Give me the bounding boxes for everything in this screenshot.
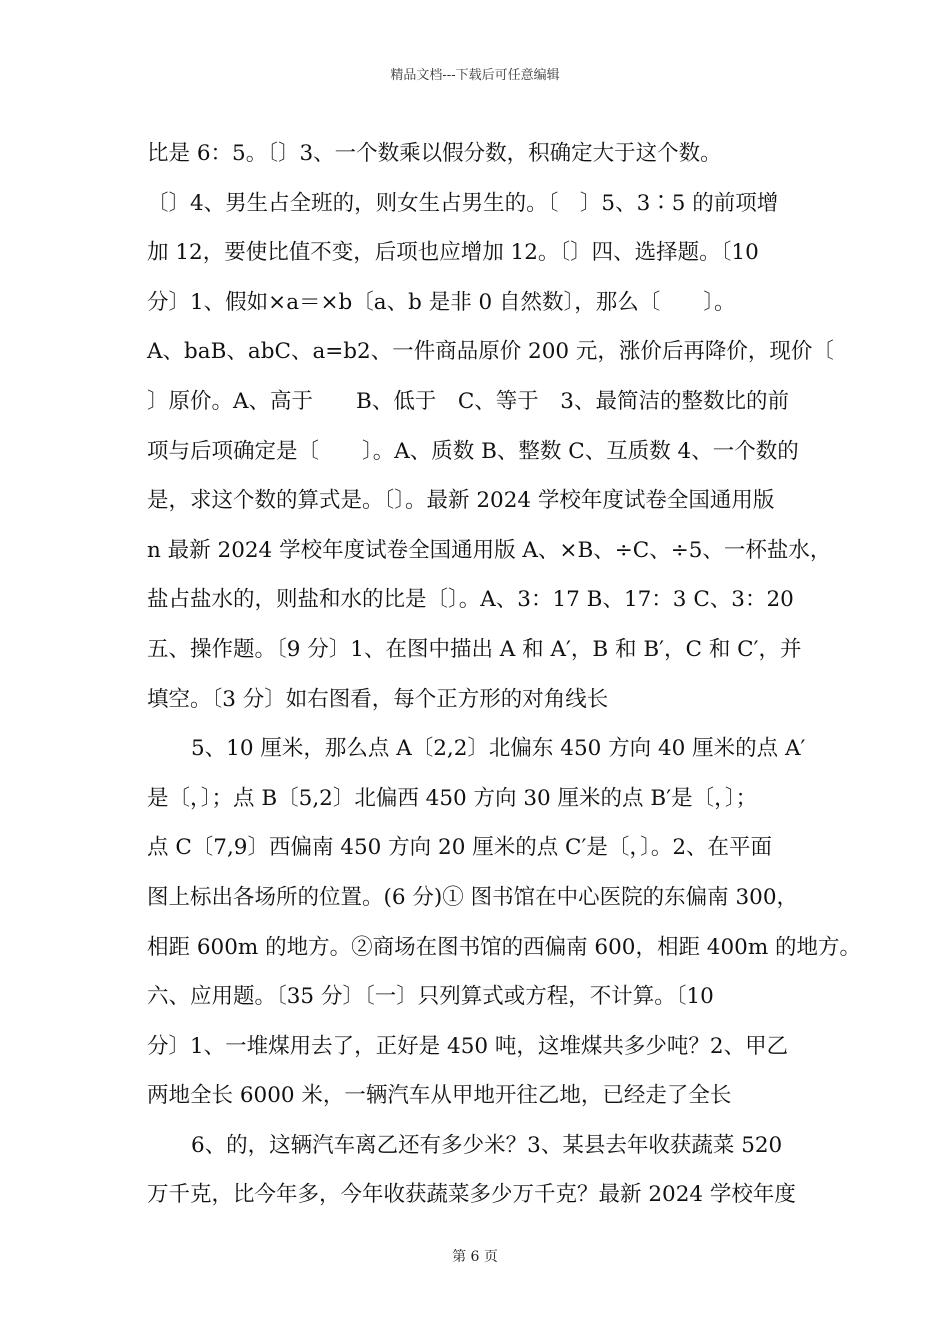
text-line: 分〕1、一堆煤用去了，正好是 450 吨，这堆煤共多少吨？2、甲乙 — [147, 1033, 789, 1059]
text-line: 点 C〔7,9〕西偏南 450 方向 20 厘米的点 C′是〔，〕。2、在平面 — [147, 835, 773, 861]
text-line: 相距 600m 的地方。②商场在图书馆的西偏南 600，相距 400m 的地方。 — [147, 934, 862, 960]
text-line: 5、10 厘米，那么点 A〔2,2〕北偏东 450 方向 40 厘米的点 A′ — [191, 736, 806, 762]
text-line: 万千克，比今年多，今年收获蔬菜多少万千克？最新 2024 学校年度 — [147, 1182, 796, 1208]
page-number: 第 6 页 — [452, 1249, 498, 1265]
document-body — [147, 129, 862, 1220]
text-line: 〔〕4、男生占全班的，则女生占男生的。〔 〕5、3∶5 的前项增 — [147, 190, 779, 216]
text-line: 盐占盐水的，则盐和水的比是〔〕。A、3：17 B、17：3 C、3：20 — [147, 587, 794, 613]
text-line: 六、应用题。〔35 分〕〔一〕只列算式或方程，不计算。〔10 — [147, 984, 714, 1010]
text-line: n 最新 2024 学校年度试卷全国通用版 A、×B、÷C、÷5、一杯盐水， — [147, 537, 832, 563]
page-header: 精品文档---下载后可任意编辑 — [390, 68, 560, 83]
text-line: 分〕1、假如×a＝×b〔a、b 是非 0 自然数〕，那么〔 〕。 — [147, 289, 736, 315]
text-line: 加 12，要使比值不变，后项也应增加 12。〔〕四、选择题。〔10 — [147, 240, 759, 266]
text-line: 是〔，〕；点 B〔5,2〕北偏西 450 方向 30 厘米的点 B′是〔，〕； — [147, 785, 758, 811]
text-line: 6、的，这辆汽车离乙还有多少米？3、某县去年收获蔬菜 520 — [191, 1132, 783, 1158]
text-line: A、baB、abC、a=b2、一件商品原价 200 元，涨价后再降价，现价〔 — [147, 339, 834, 365]
text-line: 五、操作题。〔9 分〕1、在图中描出 A 和 A′，B 和 B′，C 和 C′，并 — [147, 636, 802, 662]
text-line: 填空。〔3 分〕如右图看，每个正方形的对角线长 — [147, 686, 609, 712]
text-line: 比是 6：5。〔〕3、一个数乘以假分数，积确定大于这个数。 — [147, 141, 722, 166]
text-line: 〕原价。A、高于 B、低于 C、等于 3、最简洁的整数比的前 — [147, 388, 789, 414]
text-line: 项与后项确定是〔 〕。A、质数 B、整数 C、互质数 4、一个数的 — [147, 438, 799, 464]
text-line: 是，求这个数的算式是。〔〕。最新 2024 学校年度试卷全国通用版 — [147, 488, 775, 514]
text-line: 两地全长 6000 米，一辆汽车从甲地开往乙地，已经走了全长 — [147, 1083, 732, 1109]
text-line: 图上标出各场所的位置。(6 分)① 图书馆在中心医院的东偏南 300， — [147, 884, 798, 910]
